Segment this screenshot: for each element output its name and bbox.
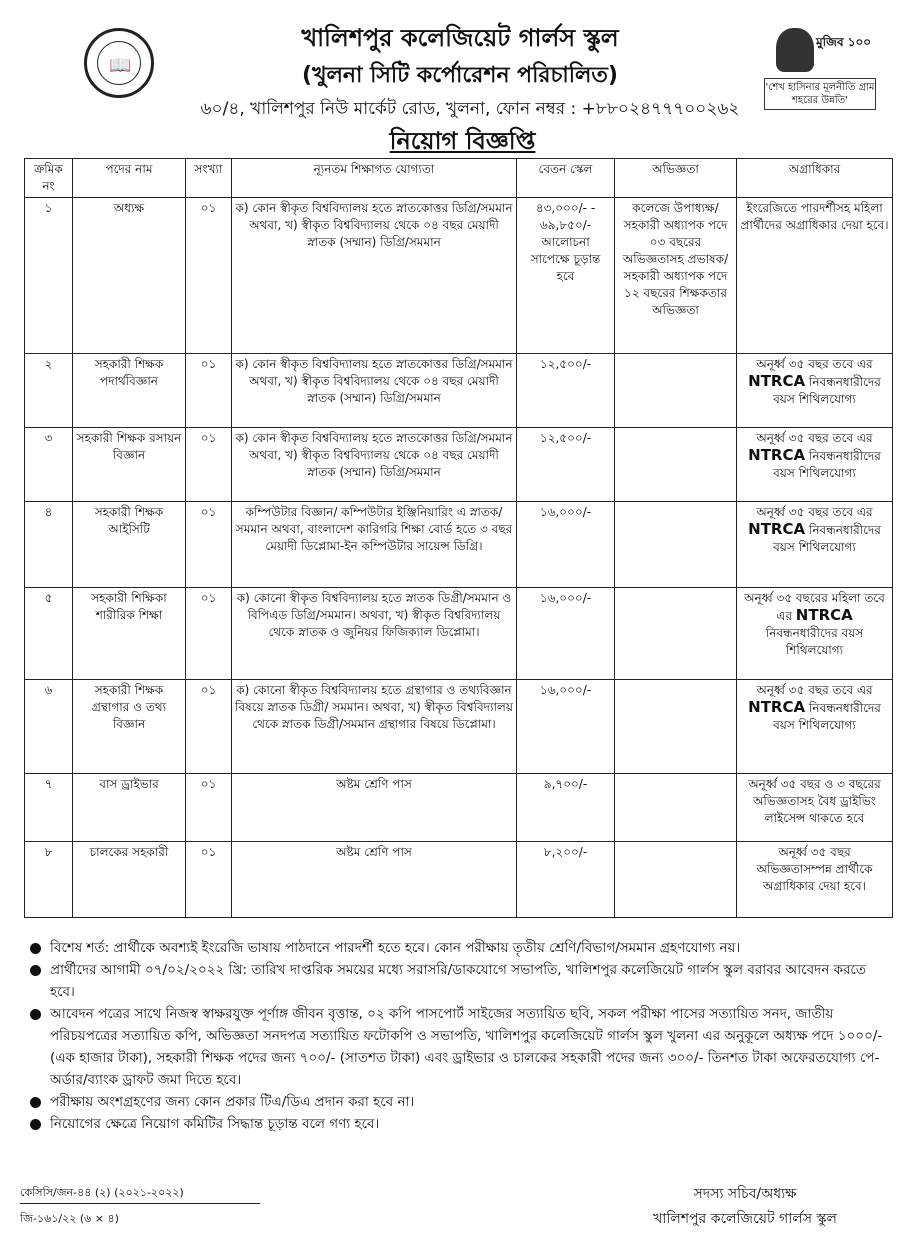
table-row (25, 774, 893, 842)
priority-text: নিবন্ধনধারীদের বয়স শিথিলযোগ্য (773, 701, 881, 732)
mujib-slogan: 'শেখ হাসিনার মূলনীতি গ্রাম শহরের উন্নতি' (764, 78, 876, 110)
header-priority: অগ্রাধিকার (737, 159, 893, 198)
row-count: ০১ (186, 680, 232, 774)
row-count: ০১ (186, 428, 232, 502)
table-row (25, 428, 893, 502)
row-priority (737, 502, 893, 588)
row-qualification: ক) কোনো স্বীকৃত বিশ্ববিদ্যালয় হতে স্নাতক ডিগ্রী/সমমান ও বিপিএড ডিগ্রি/সমমান। অথবা, খ) স্বীকৃত বিশ্ববিদ্যালয় থেকে স্নাতক ও জুনিয়র ফিজিক্যাল ডিপ্লোমা। (232, 588, 517, 680)
signatory-org: খালিশপুর কলেজিয়েট গার্লস স্কুল (653, 1211, 837, 1227)
portrait-icon (776, 28, 814, 72)
row-qualification: ক) কোন স্বীকৃত বিশ্ববিদ্যালয় হতে স্নাতকোত্তর ডিগ্রি/সমমান অথবা, খ) স্বীকৃত বিশ্ববিদ্যালয় থেকে ০৪ বছর মেয়াদী স্নাতক (সম্মান) ডিগ্রি/সমমান (232, 198, 517, 354)
row-qualification: অষ্টম শ্রেণি পাস (232, 774, 517, 842)
row-salary: ৪৩,০০০/- - ৬৯,৮৫০/- আলোচনা সাপেক্ষে চূড়ান্ত হবে (517, 198, 615, 354)
row-count: ০১ (186, 842, 232, 918)
row-serial: ১ (25, 198, 73, 354)
header-count: সংখ্যা (186, 159, 232, 198)
row-salary: ১৬,০০০/- (517, 680, 615, 774)
row-count: ০১ (186, 502, 232, 588)
table-row (25, 198, 893, 354)
mujib-logo-text: মুজিব ১০০ (816, 35, 872, 49)
row-post: সহকারী শিক্ষক আইসিটি (73, 502, 186, 588)
row-priority (737, 428, 893, 502)
notice-conditions (28, 937, 888, 1135)
reference-number: কেসিসি/জন-৪৪ (২) (২০২১-২০২২) (20, 1186, 184, 1199)
row-experience (615, 842, 737, 918)
priority-text: নিবন্ধনধারীদের বয়স শিথিলযোগ্য (773, 375, 881, 406)
priority-text: নিবন্ধনধারীদের বয়স শিথিলযোগ্য (765, 626, 864, 657)
row-salary: ১৬,০০০/- (517, 588, 615, 680)
row-post: সহকারী শিক্ষিকা শারীরিক শিক্ষা (73, 588, 186, 680)
priority-text: অনূর্ধ্ব ৩৫ বছর তবে এর (756, 683, 873, 697)
school-name: খালিশপুর কলেজিয়েট গার্লস স্কুল (301, 24, 619, 52)
ad-code: জি-১৬১/২২ (৬ × ৪) (20, 1212, 119, 1225)
table-row (25, 680, 893, 774)
priority-text: অনূর্ধ্ব ৩৫ বছরের মহিলা তবে এর (744, 591, 885, 623)
divider (20, 1203, 260, 1204)
notice-header (0, 0, 915, 155)
row-qualification: ক) কোনো স্বীকৃত বিশ্ববিদ্যালয় হতে গ্রন্থাগার ও তথ্যবিজ্ঞান বিষয়ে স্নাতক ডিগ্রী/ সমমান। অথবা, খ) স্বীকৃত বিশ্ববিদ্যালয় থেকে স্নাতক ডিগ্রী/সমমান গ্রন্থাগার বিষয়ে ডিপ্লোমা। (232, 680, 517, 774)
notice-title: নিয়োগ বিজ্ঞপ্তি (389, 127, 536, 155)
header-serial: ক্রমিক নং (25, 159, 73, 198)
row-experience (615, 428, 737, 502)
row-experience (615, 680, 737, 774)
row-serial: ৬ (25, 680, 73, 774)
row-serial: ২ (25, 354, 73, 428)
row-serial: ৪ (25, 502, 73, 588)
row-count: ০১ (186, 774, 232, 842)
row-qualification: কম্পিউটার বিজ্ঞান/ কম্পিউটার ইঞ্জিনিয়ারিং এ স্নাতক/সমমান অথবা, বাংলাদেশ কারিগরি শিক্ষা বোর্ড হতে ৩ বছর মেয়াদী ডিপ্লোমা-ইন কম্পিউটার সায়েন্স ডিগ্রি। (232, 502, 517, 588)
table-row (25, 354, 893, 428)
row-salary: ১২,৫০০/- (517, 354, 615, 428)
row-post: সহকারী শিক্ষক গ্রন্থাগার ও তথ্য বিজ্ঞান (73, 680, 186, 774)
row-qualification: ক) কোন স্বীকৃত বিশ্ববিদ্যালয় হতে স্নাতকোত্তর ডিগ্রি/সমমান অথবা, খ) স্বীকৃত বিশ্ববিদ্যালয় থেকে ০৪ বছর মেয়াদী স্নাতক (সম্মান) ডিগ্রি/সমমান (232, 354, 517, 428)
row-serial: ৭ (25, 774, 73, 842)
row-qualification: অষ্টম শ্রেণি পাস (232, 842, 517, 918)
ntrca-label: NTRCA (748, 520, 806, 538)
table-header-row (25, 159, 893, 198)
row-post: সহকারী শিক্ষক রসায়ন বিজ্ঞান (73, 428, 186, 502)
row-priority (737, 680, 893, 774)
row-count: ০১ (186, 198, 232, 354)
school-logo (84, 28, 154, 98)
condition-item: আবেদন পত্রের সাথে নিজস্ব স্বাক্ষরযুক্ত পূর্ণাঙ্গ জীবন বৃত্তান্ত, ০২ কপি পাসপোর্ট সাইজের সত্যায়িত ছবি, সকল পরীক্ষা পাসের সত্যায়িত সনদ, জাতীয় পরিচয়পত্রের সত্যায়িত কপি, অভিজ্ঞতা সনদপত্র সত্যায়িত ফটোকপি ও সভাপতি, খালিশপুর কলেজিয়েট গার্লস স্কুল খুলনা এর অনুকূলে অধ্যক্ষ পদে ১০০০/- (এক হাজার টাকা), সহকারী শিক্ষক পদের জন্য ৭০০/- (সাতশত টাকা) এবং ড্রাইভার ও চালকের সহকারী পদের জন্য ৩০০/- তিনশত টাকা অফেরতযোগ্য পে-অর্ডার/ব্যাংক ড্রাফট জমা দিতে হবে। (28, 1003, 888, 1091)
mujib-100-logo (760, 28, 880, 123)
row-experience (615, 354, 737, 428)
row-salary: ১৬,০০০/- (517, 502, 615, 588)
row-experience (615, 588, 737, 680)
row-priority (737, 354, 893, 428)
row-serial: ৫ (25, 588, 73, 680)
row-salary: ৯,৭০০/- (517, 774, 615, 842)
ntrca-label: NTRCA (795, 606, 853, 624)
table-row (25, 588, 893, 680)
ntrca-label: NTRCA (748, 372, 806, 390)
row-post: বাস ড্রাইভার (73, 774, 186, 842)
condition-item: পরীক্ষায় অংশগ্রহণের জন্য কোন প্রকার টিএ/ডিএ প্রদান করা হবে না। (28, 1091, 888, 1113)
row-priority: ইংরেজিতে পারদর্শীসহ মহিলা প্রার্থীদের অগ্রাধিকার দেয়া হবে। (737, 198, 893, 354)
row-priority: অনূর্ধ্ব ৩৫ বছর অভিজ্ঞতাসম্পন্ন প্রার্থীকে অগ্রাধিকার দেয়া হবে। (737, 842, 893, 918)
row-count: ০১ (186, 354, 232, 428)
signatory-title: সদস্য সচিব/অধ্যক্ষ (693, 1186, 797, 1202)
row-experience (615, 502, 737, 588)
managed-by: (খুলনা সিটি কর্পোরেশন পরিচালিত) (302, 63, 618, 88)
header-qualification: ন্যূনতম শিক্ষাগত যোগ্যতা (232, 159, 517, 198)
ntrca-label: NTRCA (748, 698, 806, 716)
book-icon: 📖 (109, 55, 132, 76)
row-post: চালকের সহকারী (73, 842, 186, 918)
row-priority (737, 588, 893, 680)
row-salary: ১২,৫০০/- (517, 428, 615, 502)
row-serial: ৩ (25, 428, 73, 502)
row-experience: কলেজে উপাধ্যক্ষ/সহকারী অধ্যাপক পদে ০৩ বছরের অভিজ্ঞতাসহ প্রভাষক/সহকারী অধ্যাপক পদে ১২ বছরের শিক্ষকতার অভিজ্ঞতা (615, 198, 737, 354)
condition-item: নিয়োগের ক্ষেত্রে নিয়োগ কমিটির সিদ্ধান্ত চূড়ান্ত বলে গণ্য হবে। (28, 1113, 888, 1135)
header-post: পদের নাম (73, 159, 186, 198)
row-salary: ৮,২০০/- (517, 842, 615, 918)
priority-text: নিবন্ধনধারীদের বয়স শিথিলযোগ্য (773, 449, 881, 480)
row-serial: ৮ (25, 842, 73, 918)
condition-item: বিশেষ শর্ত: প্রার্থীকে অবশ্যই ইংরেজি ভাষায় পাঠদানে পারদর্শী হতে হবে। কোন পরীক্ষায় তৃতীয় শ্রেণি/বিভাগ/সমমান গ্রহণযোগ্য নয়। (28, 937, 888, 959)
priority-text: অনূর্ধ্ব ৩৫ বছর তবে এর (756, 357, 873, 371)
priority-text: নিবন্ধনধারীদের বয়স শিথিলযোগ্য (773, 523, 881, 554)
row-priority: অনূর্ধ্ব ৩৫ বছর ও ৩ বছরের অভিজ্ঞতাসহ বৈধ ড্রাইভিং লাইসেন্স থাকতে হবে (737, 774, 893, 842)
row-count: ০১ (186, 588, 232, 680)
school-address: ৬০/৪, খালিশপুর নিউ মার্কেট রোড, খুলনা, ফোন নম্বর : +৮৮০২৪৭৭৭০০২৬২ (200, 99, 740, 119)
priority-text: অনূর্ধ্ব ৩৫ বছর তবে এর (756, 505, 873, 519)
row-post: সহকারী শিক্ষক পদার্থবিজ্ঞান (73, 354, 186, 428)
row-qualification: ক) কোন স্বীকৃত বিশ্ববিদ্যালয় হতে স্নাতকোত্তর ডিগ্রি/সমমান অথবা, খ) স্বীকৃত বিশ্ববিদ্যালয় থেকে ০৪ বছর মেয়াদী স্নাতক (সম্মান) ডিগ্রি/সমমান (232, 428, 517, 502)
ntrca-label: NTRCA (748, 446, 806, 464)
table-row (25, 842, 893, 918)
vacancy-table (24, 158, 893, 918)
header-experience: অভিজ্ঞতা (615, 159, 737, 198)
row-experience (615, 774, 737, 842)
priority-text: অনূর্ধ্ব ৩৫ বছর তবে এর (756, 431, 873, 445)
row-post: অধ্যক্ষ (73, 198, 186, 354)
condition-item: প্রার্থীদের আগামী ০৭/০২/২০২২ খ্রি: তারিখ দাপ্তরিক সময়ের মধ্যে সরাসরি/ডাকযোগে সভাপতি, খালিশপুর কলেজিয়েট গার্লস স্কুল বরাবর আবেদন করতে হবে। (28, 959, 888, 1003)
header-salary: বেতন স্কেল (517, 159, 615, 198)
table-row (25, 502, 893, 588)
